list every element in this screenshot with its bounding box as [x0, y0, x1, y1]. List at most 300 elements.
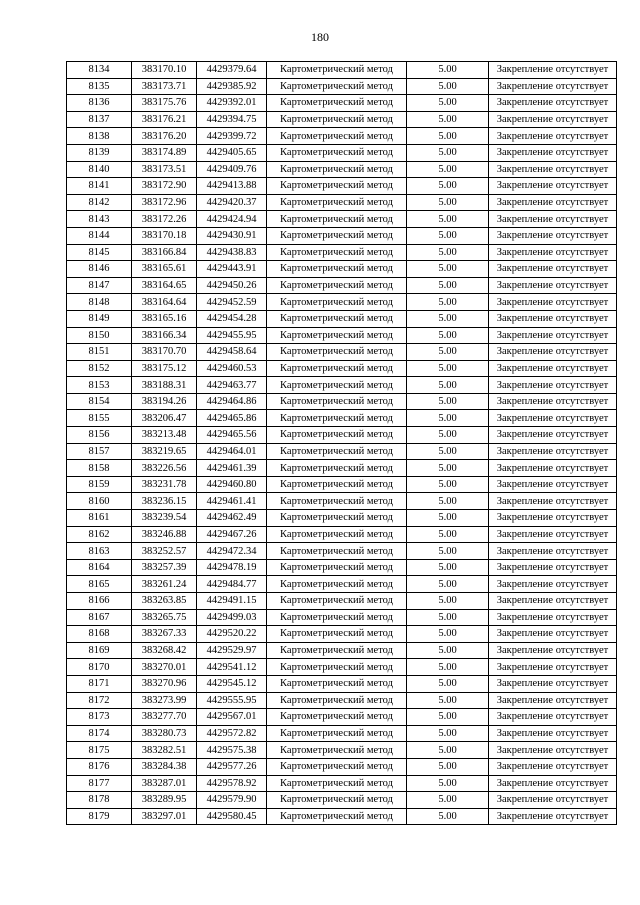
method-cell: Картометрический метод: [267, 609, 407, 626]
point-number-cell: 8175: [67, 742, 132, 759]
fixing-cell: Закрепление отсутствует: [489, 692, 617, 709]
point-number-cell: 8137: [67, 111, 132, 128]
x-coordinate-cell: 383284.38: [132, 758, 197, 775]
y-coordinate-cell: 4429472.34: [197, 543, 267, 560]
method-cell: Картометрический метод: [267, 261, 407, 278]
fixing-cell: Закрепление отсутствует: [489, 742, 617, 759]
accuracy-cell: 5.00: [407, 493, 489, 510]
method-cell: Картометрический метод: [267, 327, 407, 344]
accuracy-cell: 5.00: [407, 393, 489, 410]
table-row: [67, 161, 617, 178]
point-number-cell: 8167: [67, 609, 132, 626]
y-coordinate-cell: 4429461.39: [197, 460, 267, 477]
fixing-cell: Закрепление отсутствует: [489, 427, 617, 444]
fixing-cell: Закрепление отсутствует: [489, 543, 617, 560]
x-coordinate-cell: 383231.78: [132, 476, 197, 493]
x-coordinate-cell: 383263.85: [132, 593, 197, 610]
x-coordinate-cell: 383273.99: [132, 692, 197, 709]
y-coordinate-cell: 4429465.86: [197, 410, 267, 427]
accuracy-cell: 5.00: [407, 294, 489, 311]
accuracy-cell: 5.00: [407, 576, 489, 593]
accuracy-cell: 5.00: [407, 792, 489, 809]
method-cell: Картометрический метод: [267, 393, 407, 410]
y-coordinate-cell: 4429461.41: [197, 493, 267, 510]
point-number-cell: 8158: [67, 460, 132, 477]
method-cell: Картометрический метод: [267, 709, 407, 726]
x-coordinate-cell: 383172.90: [132, 178, 197, 195]
fixing-cell: Закрепление отсутствует: [489, 194, 617, 211]
accuracy-cell: 5.00: [407, 128, 489, 145]
y-coordinate-cell: 4429438.83: [197, 244, 267, 261]
table-row: [67, 709, 617, 726]
point-number-cell: 8176: [67, 758, 132, 775]
x-coordinate-cell: 383280.73: [132, 725, 197, 742]
table-row: [67, 609, 617, 626]
table-row: [67, 327, 617, 344]
y-coordinate-cell: 4429420.37: [197, 194, 267, 211]
y-coordinate-cell: 4429399.72: [197, 128, 267, 145]
fixing-cell: Закрепление отсутствует: [489, 327, 617, 344]
table-row: [67, 144, 617, 161]
y-coordinate-cell: 4429465.56: [197, 427, 267, 444]
x-coordinate-cell: 383176.20: [132, 128, 197, 145]
fixing-cell: Закрепление отсутствует: [489, 62, 617, 79]
x-coordinate-cell: 383270.96: [132, 675, 197, 692]
fixing-cell: Закрепление отсутствует: [489, 593, 617, 610]
method-cell: Картометрический метод: [267, 808, 407, 825]
table-row: [67, 294, 617, 311]
point-number-cell: 8165: [67, 576, 132, 593]
point-number-cell: 8172: [67, 692, 132, 709]
table-row: [67, 310, 617, 327]
x-coordinate-cell: 383257.39: [132, 559, 197, 576]
method-cell: Картометрический метод: [267, 626, 407, 643]
accuracy-cell: 5.00: [407, 758, 489, 775]
method-cell: Картометрический метод: [267, 377, 407, 394]
y-coordinate-cell: 4429464.01: [197, 443, 267, 460]
accuracy-cell: 5.00: [407, 742, 489, 759]
fixing-cell: Закрепление отсутствует: [489, 659, 617, 676]
table-row: [67, 410, 617, 427]
x-coordinate-cell: 383226.56: [132, 460, 197, 477]
method-cell: Картометрический метод: [267, 144, 407, 161]
method-cell: Картометрический метод: [267, 675, 407, 692]
point-number-cell: 8160: [67, 493, 132, 510]
table-row: [67, 277, 617, 294]
y-coordinate-cell: 4429424.94: [197, 211, 267, 228]
table-row: [67, 344, 617, 361]
x-coordinate-cell: 383166.34: [132, 327, 197, 344]
accuracy-cell: 5.00: [407, 443, 489, 460]
method-cell: Картометрический метод: [267, 510, 407, 527]
x-coordinate-cell: 383236.15: [132, 493, 197, 510]
accuracy-cell: 5.00: [407, 277, 489, 294]
fixing-cell: Закрепление отсутствует: [489, 476, 617, 493]
point-number-cell: 8154: [67, 393, 132, 410]
point-number-cell: 8164: [67, 559, 132, 576]
accuracy-cell: 5.00: [407, 510, 489, 527]
fixing-cell: Закрепление отсутствует: [489, 410, 617, 427]
table-row: [67, 675, 617, 692]
point-number-cell: 8161: [67, 510, 132, 527]
accuracy-cell: 5.00: [407, 692, 489, 709]
y-coordinate-cell: 4429462.49: [197, 510, 267, 527]
x-coordinate-cell: 383170.10: [132, 62, 197, 79]
x-coordinate-cell: 383176.21: [132, 111, 197, 128]
x-coordinate-cell: 383188.31: [132, 377, 197, 394]
method-cell: Картометрический метод: [267, 526, 407, 543]
method-cell: Картометрический метод: [267, 227, 407, 244]
fixing-cell: Закрепление отсутствует: [489, 227, 617, 244]
accuracy-cell: 5.00: [407, 593, 489, 610]
x-coordinate-cell: 383219.65: [132, 443, 197, 460]
method-cell: Картометрический метод: [267, 758, 407, 775]
accuracy-cell: 5.00: [407, 626, 489, 643]
method-cell: Картометрический метод: [267, 775, 407, 792]
y-coordinate-cell: 4429578.92: [197, 775, 267, 792]
accuracy-cell: 5.00: [407, 360, 489, 377]
table-body: [67, 62, 617, 825]
method-cell: Картометрический метод: [267, 742, 407, 759]
x-coordinate-cell: 383174.89: [132, 144, 197, 161]
method-cell: Картометрический метод: [267, 294, 407, 311]
point-number-cell: 8173: [67, 709, 132, 726]
y-coordinate-cell: 4429452.59: [197, 294, 267, 311]
table-row: [67, 626, 617, 643]
table-row: [67, 576, 617, 593]
method-cell: Картометрический метод: [267, 410, 407, 427]
y-coordinate-cell: 4429491.15: [197, 593, 267, 610]
y-coordinate-cell: 4429545.12: [197, 675, 267, 692]
table-row: [67, 178, 617, 195]
x-coordinate-cell: 383270.01: [132, 659, 197, 676]
x-coordinate-cell: 383252.57: [132, 543, 197, 560]
fixing-cell: Закрепление отсутствует: [489, 244, 617, 261]
x-coordinate-cell: 383194.26: [132, 393, 197, 410]
fixing-cell: Закрепление отсутствует: [489, 310, 617, 327]
fixing-cell: Закрепление отсутствует: [489, 161, 617, 178]
fixing-cell: Закрепление отсутствует: [489, 510, 617, 527]
y-coordinate-cell: 4429464.86: [197, 393, 267, 410]
x-coordinate-cell: 383170.18: [132, 227, 197, 244]
accuracy-cell: 5.00: [407, 559, 489, 576]
point-number-cell: 8144: [67, 227, 132, 244]
x-coordinate-cell: 383164.64: [132, 294, 197, 311]
accuracy-cell: 5.00: [407, 261, 489, 278]
x-coordinate-cell: 383213.48: [132, 427, 197, 444]
point-number-cell: 8140: [67, 161, 132, 178]
point-number-cell: 8156: [67, 427, 132, 444]
fixing-cell: Закрепление отсутствует: [489, 294, 617, 311]
method-cell: Картометрический метод: [267, 78, 407, 95]
y-coordinate-cell: 4429529.97: [197, 642, 267, 659]
y-coordinate-cell: 4429455.95: [197, 327, 267, 344]
table-row: [67, 227, 617, 244]
fixing-cell: Закрепление отсутствует: [489, 609, 617, 626]
fixing-cell: Закрепление отсутствует: [489, 808, 617, 825]
table-row: [67, 244, 617, 261]
y-coordinate-cell: 4429460.53: [197, 360, 267, 377]
accuracy-cell: 5.00: [407, 78, 489, 95]
x-coordinate-cell: 383268.42: [132, 642, 197, 659]
point-number-cell: 8136: [67, 95, 132, 112]
x-coordinate-cell: 383267.33: [132, 626, 197, 643]
method-cell: Картометрический метод: [267, 161, 407, 178]
method-cell: Картометрический метод: [267, 593, 407, 610]
x-coordinate-cell: 383173.71: [132, 78, 197, 95]
method-cell: Картометрический метод: [267, 128, 407, 145]
table-row: [67, 526, 617, 543]
accuracy-cell: 5.00: [407, 244, 489, 261]
fixing-cell: Закрепление отсутствует: [489, 758, 617, 775]
y-coordinate-cell: 4429567.01: [197, 709, 267, 726]
point-number-cell: 8135: [67, 78, 132, 95]
point-number-cell: 8146: [67, 261, 132, 278]
point-number-cell: 8139: [67, 144, 132, 161]
y-coordinate-cell: 4429460.80: [197, 476, 267, 493]
x-coordinate-cell: 383166.84: [132, 244, 197, 261]
x-coordinate-cell: 383246.88: [132, 526, 197, 543]
y-coordinate-cell: 4429478.19: [197, 559, 267, 576]
point-number-cell: 8177: [67, 775, 132, 792]
table-row: [67, 95, 617, 112]
method-cell: Картометрический метод: [267, 277, 407, 294]
y-coordinate-cell: 4429405.65: [197, 144, 267, 161]
x-coordinate-cell: 383172.26: [132, 211, 197, 228]
y-coordinate-cell: 4429575.38: [197, 742, 267, 759]
y-coordinate-cell: 4429467.26: [197, 526, 267, 543]
table-row: [67, 128, 617, 145]
table-row: [67, 460, 617, 477]
y-coordinate-cell: 4429577.26: [197, 758, 267, 775]
y-coordinate-cell: 4429409.76: [197, 161, 267, 178]
point-number-cell: 8170: [67, 659, 132, 676]
x-coordinate-cell: 383282.51: [132, 742, 197, 759]
accuracy-cell: 5.00: [407, 211, 489, 228]
table-row: [67, 261, 617, 278]
table-row: [67, 692, 617, 709]
table-row: [67, 808, 617, 825]
table-row: [67, 377, 617, 394]
method-cell: Картометрический метод: [267, 443, 407, 460]
method-cell: Картометрический метод: [267, 792, 407, 809]
method-cell: Картометрический метод: [267, 95, 407, 112]
table-row: [67, 493, 617, 510]
fixing-cell: Закрепление отсутствует: [489, 709, 617, 726]
x-coordinate-cell: 383175.76: [132, 95, 197, 112]
x-coordinate-cell: 383277.70: [132, 709, 197, 726]
x-coordinate-cell: 383165.16: [132, 310, 197, 327]
accuracy-cell: 5.00: [407, 725, 489, 742]
table-row: [67, 758, 617, 775]
y-coordinate-cell: 4429520.22: [197, 626, 267, 643]
x-coordinate-cell: 383206.47: [132, 410, 197, 427]
method-cell: Картометрический метод: [267, 476, 407, 493]
table-row: [67, 543, 617, 560]
table-row: [67, 443, 617, 460]
accuracy-cell: 5.00: [407, 460, 489, 477]
accuracy-cell: 5.00: [407, 178, 489, 195]
table-row: [67, 427, 617, 444]
fixing-cell: Закрепление отсутствует: [489, 111, 617, 128]
table-row: [67, 476, 617, 493]
accuracy-cell: 5.00: [407, 808, 489, 825]
y-coordinate-cell: 4429580.45: [197, 808, 267, 825]
table-row: [67, 62, 617, 79]
table-row: [67, 642, 617, 659]
y-coordinate-cell: 4429385.92: [197, 78, 267, 95]
accuracy-cell: 5.00: [407, 709, 489, 726]
x-coordinate-cell: 383287.01: [132, 775, 197, 792]
fixing-cell: Закрепление отсутствует: [489, 277, 617, 294]
fixing-cell: Закрепление отсутствует: [489, 128, 617, 145]
fixing-cell: Закрепление отсутствует: [489, 526, 617, 543]
table-row: [67, 659, 617, 676]
accuracy-cell: 5.00: [407, 410, 489, 427]
accuracy-cell: 5.00: [407, 476, 489, 493]
y-coordinate-cell: 4429454.28: [197, 310, 267, 327]
accuracy-cell: 5.00: [407, 310, 489, 327]
y-coordinate-cell: 4429413.88: [197, 178, 267, 195]
y-coordinate-cell: 4429579.90: [197, 792, 267, 809]
fixing-cell: Закрепление отсутствует: [489, 393, 617, 410]
point-number-cell: 8147: [67, 277, 132, 294]
method-cell: Картометрический метод: [267, 559, 407, 576]
table-row: [67, 510, 617, 527]
x-coordinate-cell: 383265.75: [132, 609, 197, 626]
point-number-cell: 8174: [67, 725, 132, 742]
accuracy-cell: 5.00: [407, 344, 489, 361]
x-coordinate-cell: 383297.01: [132, 808, 197, 825]
fixing-cell: Закрепление отсутствует: [489, 377, 617, 394]
method-cell: Картометрический метод: [267, 427, 407, 444]
point-number-cell: 8134: [67, 62, 132, 79]
method-cell: Картометрический метод: [267, 659, 407, 676]
fixing-cell: Закрепление отсутствует: [489, 675, 617, 692]
table-row: [67, 78, 617, 95]
method-cell: Картометрический метод: [267, 576, 407, 593]
accuracy-cell: 5.00: [407, 775, 489, 792]
point-number-cell: 8149: [67, 310, 132, 327]
y-coordinate-cell: 4429379.64: [197, 62, 267, 79]
method-cell: Картометрический метод: [267, 360, 407, 377]
point-number-cell: 8138: [67, 128, 132, 145]
method-cell: Картометрический метод: [267, 725, 407, 742]
table-row: [67, 111, 617, 128]
method-cell: Картометрический метод: [267, 178, 407, 195]
fixing-cell: Закрепление отсутствует: [489, 460, 617, 477]
method-cell: Картометрический метод: [267, 111, 407, 128]
method-cell: Картометрический метод: [267, 211, 407, 228]
accuracy-cell: 5.00: [407, 543, 489, 560]
table-row: [67, 742, 617, 759]
accuracy-cell: 5.00: [407, 609, 489, 626]
fixing-cell: Закрепление отсутствует: [489, 178, 617, 195]
coordinates-table: [66, 61, 617, 825]
point-number-cell: 8159: [67, 476, 132, 493]
point-number-cell: 8171: [67, 675, 132, 692]
x-coordinate-cell: 383261.24: [132, 576, 197, 593]
table-row: [67, 393, 617, 410]
fixing-cell: Закрепление отсутствует: [489, 144, 617, 161]
fixing-cell: Закрепление отсутствует: [489, 78, 617, 95]
table-row: [67, 725, 617, 742]
fixing-cell: Закрепление отсутствует: [489, 626, 617, 643]
point-number-cell: 8150: [67, 327, 132, 344]
x-coordinate-cell: 383165.61: [132, 261, 197, 278]
point-number-cell: 8151: [67, 344, 132, 361]
point-number-cell: 8155: [67, 410, 132, 427]
fixing-cell: Закрепление отсутствует: [489, 725, 617, 742]
method-cell: Картометрический метод: [267, 460, 407, 477]
method-cell: Картометрический метод: [267, 493, 407, 510]
fixing-cell: Закрепление отсутствует: [489, 642, 617, 659]
y-coordinate-cell: 4429430.91: [197, 227, 267, 244]
x-coordinate-cell: 383170.70: [132, 344, 197, 361]
point-number-cell: 8141: [67, 178, 132, 195]
y-coordinate-cell: 4429392.01: [197, 95, 267, 112]
accuracy-cell: 5.00: [407, 111, 489, 128]
point-number-cell: 8142: [67, 194, 132, 211]
table-row: [67, 593, 617, 610]
y-coordinate-cell: 4429394.75: [197, 111, 267, 128]
x-coordinate-cell: 383173.51: [132, 161, 197, 178]
x-coordinate-cell: 383289.95: [132, 792, 197, 809]
accuracy-cell: 5.00: [407, 675, 489, 692]
fixing-cell: Закрепление отсутствует: [489, 559, 617, 576]
accuracy-cell: 5.00: [407, 227, 489, 244]
fixing-cell: Закрепление отсутствует: [489, 792, 617, 809]
accuracy-cell: 5.00: [407, 526, 489, 543]
x-coordinate-cell: 383172.96: [132, 194, 197, 211]
method-cell: Картометрический метод: [267, 194, 407, 211]
method-cell: Картометрический метод: [267, 344, 407, 361]
fixing-cell: Закрепление отсутствует: [489, 211, 617, 228]
fixing-cell: Закрепление отсутствует: [489, 95, 617, 112]
table-row: [67, 211, 617, 228]
fixing-cell: Закрепление отсутствует: [489, 443, 617, 460]
point-number-cell: 8148: [67, 294, 132, 311]
accuracy-cell: 5.00: [407, 659, 489, 676]
y-coordinate-cell: 4429572.82: [197, 725, 267, 742]
accuracy-cell: 5.00: [407, 161, 489, 178]
table-row: [67, 194, 617, 211]
point-number-cell: 8163: [67, 543, 132, 560]
accuracy-cell: 5.00: [407, 327, 489, 344]
point-number-cell: 8152: [67, 360, 132, 377]
y-coordinate-cell: 4429463.77: [197, 377, 267, 394]
method-cell: Картометрический метод: [267, 244, 407, 261]
point-number-cell: 8179: [67, 808, 132, 825]
accuracy-cell: 5.00: [407, 427, 489, 444]
x-coordinate-cell: 383175.12: [132, 360, 197, 377]
point-number-cell: 8178: [67, 792, 132, 809]
method-cell: Картометрический метод: [267, 692, 407, 709]
point-number-cell: 8145: [67, 244, 132, 261]
y-coordinate-cell: 4429555.95: [197, 692, 267, 709]
accuracy-cell: 5.00: [407, 95, 489, 112]
fixing-cell: Закрепление отсутствует: [489, 344, 617, 361]
table-row: [67, 559, 617, 576]
point-number-cell: 8166: [67, 593, 132, 610]
point-number-cell: 8169: [67, 642, 132, 659]
table-row: [67, 775, 617, 792]
x-coordinate-cell: 383164.65: [132, 277, 197, 294]
x-coordinate-cell: 383239.54: [132, 510, 197, 527]
method-cell: Картометрический метод: [267, 642, 407, 659]
point-number-cell: 8157: [67, 443, 132, 460]
method-cell: Картометрический метод: [267, 543, 407, 560]
